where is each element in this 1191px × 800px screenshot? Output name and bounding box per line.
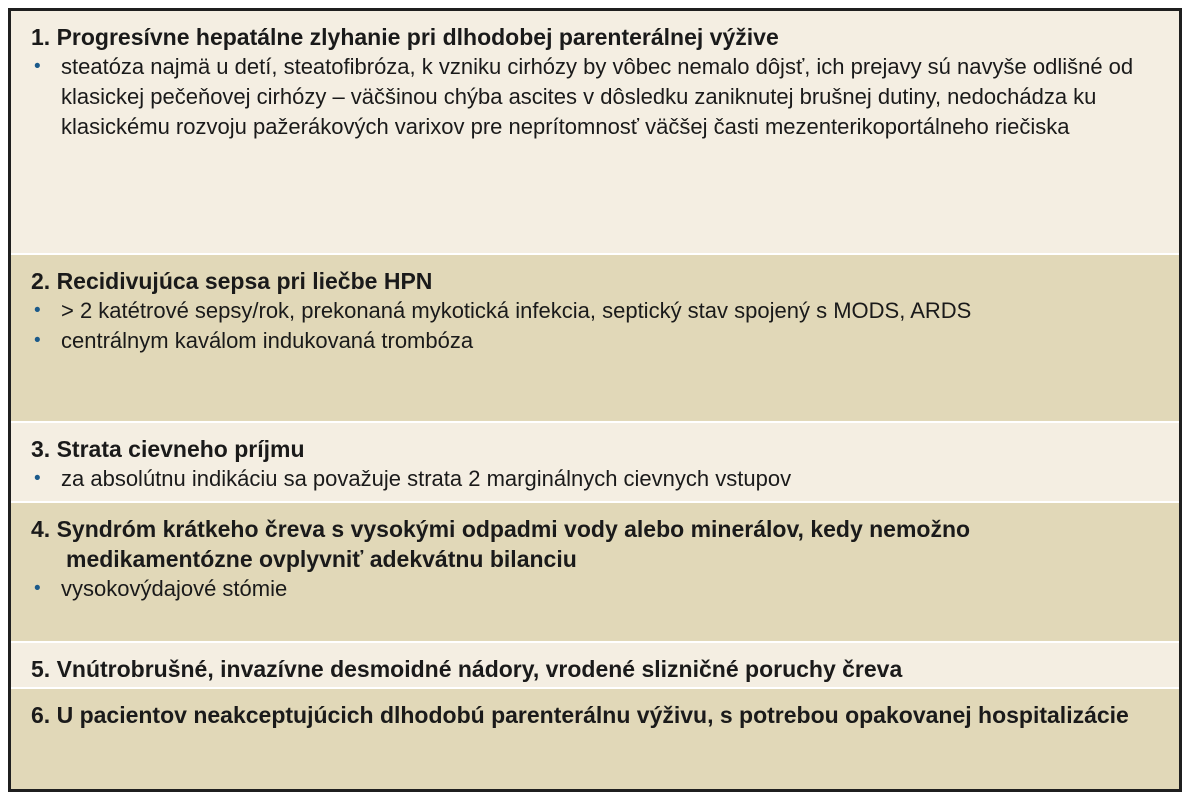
list-item [31,574,1159,604]
row-title: 5. Vnútrobrušné, invazívne desmoidné nádory, vrodené slizničné poruchy čreva [31,656,903,682]
list-item [31,464,1159,494]
bullet-icon: • [34,578,41,599]
table-row [11,643,1179,689]
table-row [11,255,1179,423]
list-item-text: vysokovýdajové stómie [61,576,288,601]
indication-table [8,8,1182,792]
row-title: 4. Syndróm krátkeho čreva s vysokými odpadmi vody alebo minerálov, kedy nemožno medikamentózne ovplyvniť adekvátnu bilanciu [31,516,971,572]
list-item-text: steatóza najmä u detí, steatofibróza, k vzniku cirhózy by vôbec nemalo dôjsť, ich prejavy sú navyše odlišné od klasickej pečeňovej cirhózy – väčšinou chýba ascites v dôsledku zaniknutej brušnej dutiny, nedochádza ku klasickému rozvoju pažerákových varixov pre neprítomnosť väčšej časti mezenterikoportálneho riečiska [61,54,1134,139]
table-row [11,689,1179,789]
bullet-icon: • [34,56,41,77]
list-item [31,326,1159,356]
list-item [31,52,1159,142]
bullet-icon: • [34,468,41,489]
table-row [11,503,1179,643]
row-title: 6. U pacientov neakceptujúcich dlhodobú parenterálnu výživu, s potrebou opakovanej hospitalizácie [31,702,1129,728]
row-title: 1. Progresívne hepatálne zlyhanie pri dlhodobej parenterálnej výžive [31,24,779,50]
row-title: 2. Recidivujúca sepsa pri liečbe HPN [31,268,433,294]
list-item-text: centrálnym kaválom indukovaná trombóza [61,328,474,353]
row-title: 3. Strata cievneho príjmu [31,436,305,462]
list-item-text: > 2 katétrové sepsy/rok, prekonaná mykotická infekcia, septický stav spojený s MODS, ARDS [61,298,972,323]
table-row [11,423,1179,503]
bullet-icon: • [34,330,41,351]
bullet-icon: • [34,300,41,321]
list-item-text: za absolútnu indikáciu sa považuje strata 2 marginálnych cievnych vstupov [61,466,792,491]
table-row [11,11,1179,255]
list-item [31,296,1159,326]
